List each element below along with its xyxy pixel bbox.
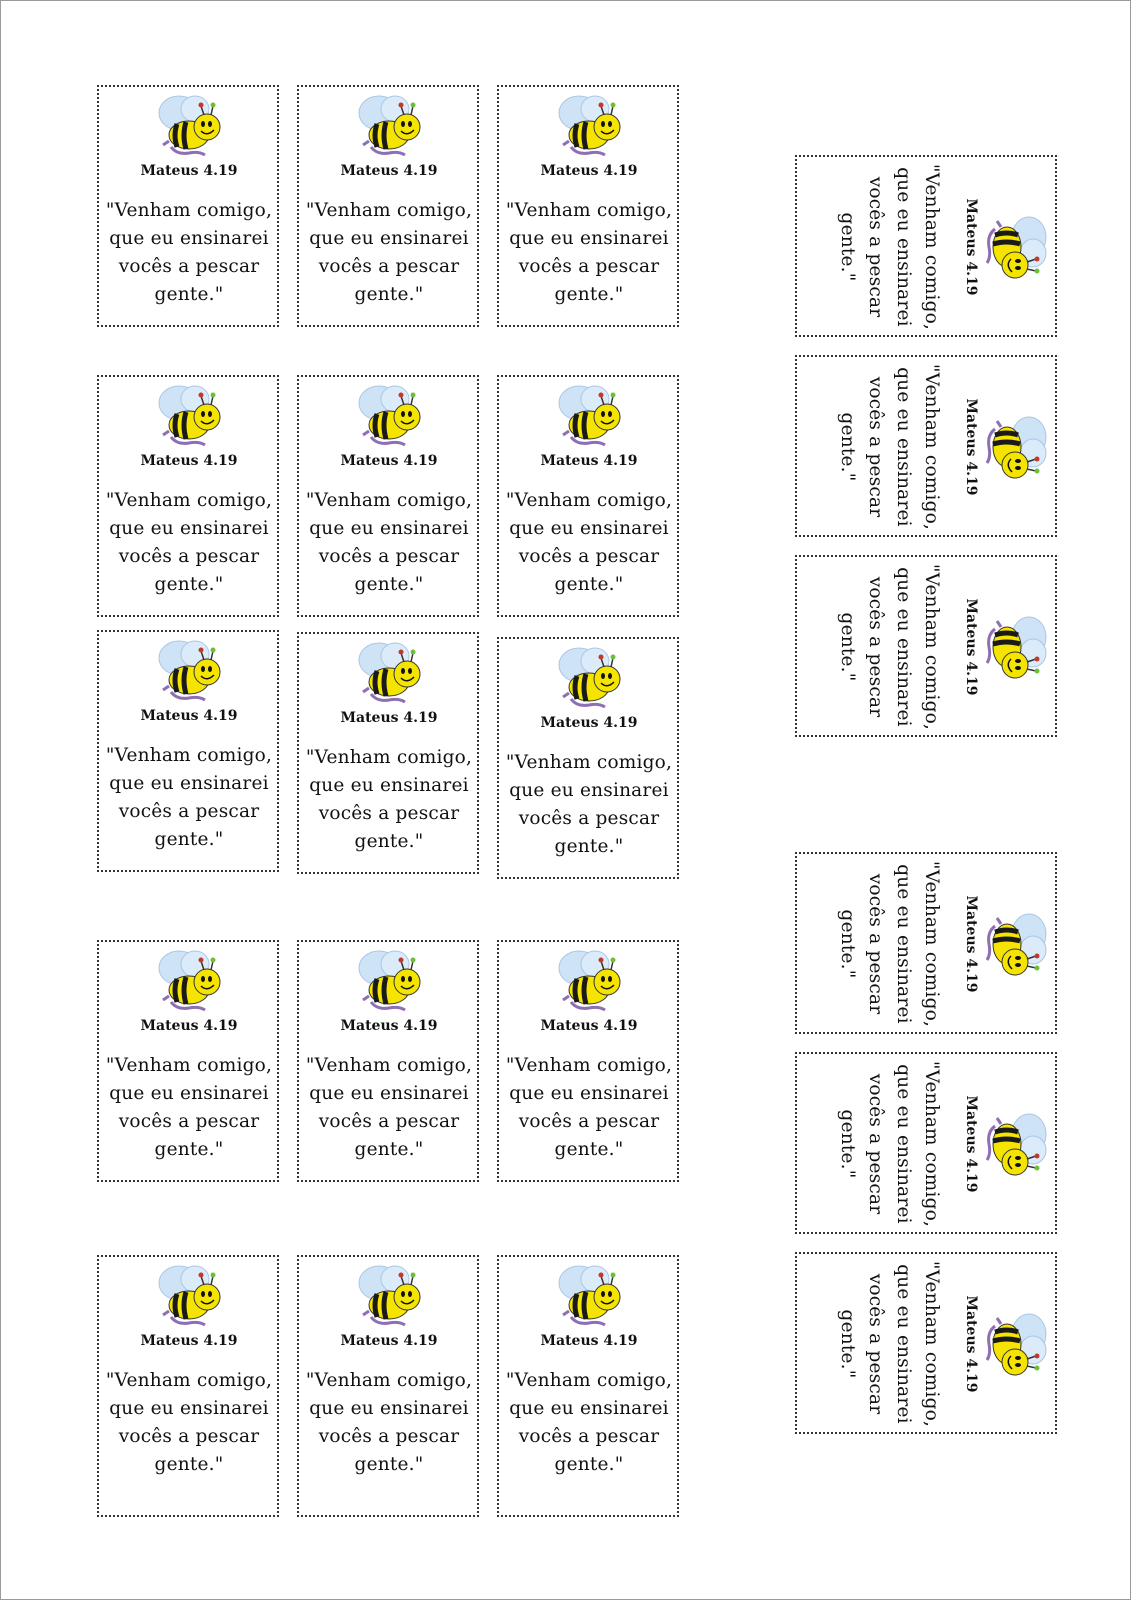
card-content	[99, 1257, 279, 1497]
bookmark-card	[497, 1255, 679, 1517]
bee-icon	[349, 91, 429, 161]
quote-line: que eu ensinarei	[509, 780, 669, 801]
quote-line: gente."	[554, 1139, 624, 1160]
quote-line: gente."	[354, 284, 424, 305]
card-content	[815, 357, 1055, 537]
quote-line: gente."	[354, 1454, 424, 1475]
verse-reference: Mateus 4.19	[540, 715, 638, 731]
quote-line: gente."	[554, 1454, 624, 1475]
quote-line: gente."	[154, 574, 224, 595]
verse-reference: Mateus 4.19	[340, 710, 438, 726]
quote-line: "Venham comigo,	[921, 1260, 942, 1428]
bee-icon	[349, 946, 429, 1016]
bookmark-card	[297, 375, 479, 617]
card-content	[99, 87, 279, 327]
bee-icon	[549, 381, 629, 451]
quote-line: "Venham comigo,	[505, 490, 673, 511]
verse-reference: Mateus 4.19	[140, 708, 238, 724]
verse-quote	[301, 197, 477, 309]
verse-reference: Mateus 4.19	[540, 1018, 638, 1034]
bee-icon	[549, 1261, 629, 1331]
bee-icon	[149, 946, 229, 1016]
quote-line: vocês a pescar	[318, 256, 460, 277]
verse-quote	[101, 197, 277, 309]
quote-line: que eu ensinarei	[109, 773, 269, 794]
card-content	[499, 377, 679, 617]
quote-line: gente."	[837, 1309, 858, 1379]
quote-line: vocês a pescar	[118, 546, 260, 567]
quote-line: que eu ensinarei	[309, 1398, 469, 1419]
quote-line: "Venham comigo,	[305, 490, 473, 511]
quote-line: que eu ensinarei	[509, 518, 669, 539]
quote-line: "Venham comigo,	[105, 1055, 273, 1076]
bookmark-card	[297, 940, 479, 1182]
card-content	[815, 157, 1055, 337]
quote-line: "Venham comigo,	[305, 1370, 473, 1391]
card-content	[815, 557, 1055, 737]
verse-quote	[833, 1056, 945, 1232]
bee-icon	[549, 91, 629, 161]
card-content	[299, 634, 479, 874]
quote-line: vocês a pescar	[865, 376, 886, 518]
quote-line: vocês a pescar	[865, 176, 886, 318]
bee-icon	[149, 91, 229, 161]
quote-line: vocês a pescar	[865, 1073, 886, 1215]
verse-reference: Mateus 4.19	[540, 453, 638, 469]
verse-quote	[101, 1367, 277, 1479]
quote-line: vocês a pescar	[865, 576, 886, 718]
quote-line: gente."	[837, 412, 858, 482]
card-content	[99, 377, 279, 617]
card-content	[815, 854, 1055, 1034]
quote-line: gente."	[837, 909, 858, 979]
bookmark-card	[97, 375, 279, 617]
verse-quote	[501, 1052, 677, 1164]
quote-line: gente."	[154, 1139, 224, 1160]
card-content	[499, 942, 679, 1182]
verse-reference: Mateus 4.19	[140, 1333, 238, 1349]
verse-reference: Mateus 4.19	[540, 163, 638, 179]
quote-line: "Venham comigo,	[505, 200, 673, 221]
quote-line: vocês a pescar	[865, 873, 886, 1015]
bookmark-card	[297, 85, 479, 327]
verse-reference: Mateus 4.19	[140, 1018, 238, 1034]
quote-line: "Venham comigo,	[921, 563, 942, 731]
quote-line: vocês a pescar	[518, 1426, 660, 1447]
quote-line: que eu ensinarei	[109, 518, 269, 539]
verse-quote	[833, 1256, 945, 1432]
verse-quote	[301, 1367, 477, 1479]
quote-line: que eu ensinarei	[509, 1398, 669, 1419]
bookmark-card	[97, 1255, 279, 1517]
bookmark-card	[497, 637, 679, 879]
verse-reference: Mateus 4.19	[963, 398, 979, 496]
verse-quote	[301, 487, 477, 599]
quote-line: que eu ensinarei	[109, 1398, 269, 1419]
quote-line: "Venham comigo,	[921, 860, 942, 1028]
bee-icon	[549, 946, 629, 1016]
verse-reference: Mateus 4.19	[340, 1333, 438, 1349]
quote-line: "Venham comigo,	[505, 1370, 673, 1391]
bookmark-card	[97, 940, 279, 1182]
quote-line: vocês a pescar	[518, 1111, 660, 1132]
quote-line: vocês a pescar	[318, 1426, 460, 1447]
quote-line: "Venham comigo,	[505, 1055, 673, 1076]
quote-line: "Venham comigo,	[105, 490, 273, 511]
quote-line: "Venham comigo,	[105, 745, 273, 766]
quote-line: que eu ensinarei	[893, 1064, 914, 1224]
card-content	[499, 87, 679, 327]
quote-line: que eu ensinarei	[309, 518, 469, 539]
verse-reference: Mateus 4.19	[140, 163, 238, 179]
verse-quote	[833, 559, 945, 735]
verse-quote	[101, 1052, 277, 1164]
verse-quote	[301, 744, 477, 856]
quote-line: gente."	[554, 836, 624, 857]
quote-line: que eu ensinarei	[309, 228, 469, 249]
quote-line: que eu ensinarei	[893, 567, 914, 727]
quote-line: gente."	[554, 284, 624, 305]
quote-line: que eu ensinarei	[893, 1264, 914, 1424]
bee-icon	[981, 607, 1051, 687]
quote-line: gente."	[354, 574, 424, 595]
quote-line: vocês a pescar	[118, 1111, 260, 1132]
quote-line: vocês a pescar	[318, 803, 460, 824]
quote-line: gente."	[837, 1109, 858, 1179]
verse-reference: Mateus 4.19	[340, 1018, 438, 1034]
quote-line: gente."	[154, 284, 224, 305]
verse-quote	[501, 1367, 677, 1479]
verse-reference: Mateus 4.19	[140, 453, 238, 469]
card-content	[299, 377, 479, 617]
card-content	[499, 639, 679, 879]
card-content	[299, 87, 479, 327]
quote-line: gente."	[554, 574, 624, 595]
verse-quote	[501, 487, 677, 599]
card-content	[499, 1257, 679, 1497]
quote-line: que eu ensinarei	[309, 775, 469, 796]
card-content	[99, 942, 279, 1182]
verse-reference: Mateus 4.19	[340, 453, 438, 469]
bookmark-card	[297, 632, 479, 874]
quote-line: vocês a pescar	[518, 256, 660, 277]
bookmark-card	[497, 375, 679, 617]
bee-icon	[149, 1261, 229, 1331]
card-content	[299, 1257, 479, 1497]
verse-reference: Mateus 4.19	[963, 895, 979, 993]
bee-icon	[149, 381, 229, 451]
quote-line: "Venham comigo,	[921, 1060, 942, 1228]
quote-line: que eu ensinarei	[893, 367, 914, 527]
bookmark-card	[97, 85, 279, 327]
bee-icon	[349, 381, 429, 451]
quote-line: que eu ensinarei	[109, 1083, 269, 1104]
quote-line: vocês a pescar	[118, 801, 260, 822]
card-content	[815, 1254, 1055, 1434]
verse-reference: Mateus 4.19	[963, 1295, 979, 1393]
bee-icon	[981, 407, 1051, 487]
quote-line: que eu ensinarei	[509, 1083, 669, 1104]
verse-reference: Mateus 4.19	[540, 1333, 638, 1349]
bee-icon	[349, 638, 429, 708]
quote-line: "Venham comigo,	[921, 363, 942, 531]
quote-line: gente."	[354, 831, 424, 852]
quote-line: "Venham comigo,	[505, 752, 673, 773]
quote-line: que eu ensinarei	[109, 228, 269, 249]
quote-line: vocês a pescar	[118, 1426, 260, 1447]
quote-line: vocês a pescar	[318, 1111, 460, 1132]
quote-line: vocês a pescar	[865, 1273, 886, 1415]
quote-line: gente."	[354, 1139, 424, 1160]
quote-line: que eu ensinarei	[893, 167, 914, 327]
bookmark-card-rotated	[795, 555, 1057, 737]
quote-line: "Venham comigo,	[305, 200, 473, 221]
quote-line: vocês a pescar	[518, 808, 660, 829]
bookmark-card-rotated	[795, 1052, 1057, 1234]
verse-quote	[833, 359, 945, 535]
verse-reference: Mateus 4.19	[963, 1095, 979, 1193]
verse-reference: Mateus 4.19	[963, 198, 979, 296]
verse-quote	[501, 749, 677, 861]
quote-line: gente."	[154, 1454, 224, 1475]
bookmark-card	[497, 940, 679, 1182]
bee-icon	[349, 1261, 429, 1331]
bee-icon	[981, 207, 1051, 287]
quote-line: "Venham comigo,	[305, 747, 473, 768]
quote-line: vocês a pescar	[118, 256, 260, 277]
quote-line: vocês a pescar	[318, 546, 460, 567]
verse-quote	[501, 197, 677, 309]
quote-line: que eu ensinarei	[309, 1083, 469, 1104]
bookmark-card-rotated	[795, 852, 1057, 1034]
quote-line: "Venham comigo,	[921, 163, 942, 331]
verse-reference: Mateus 4.19	[963, 598, 979, 696]
bookmark-card	[297, 1255, 479, 1517]
verse-quote	[301, 1052, 477, 1164]
bee-icon	[981, 1104, 1051, 1184]
quote-line: vocês a pescar	[518, 546, 660, 567]
quote-line: "Venham comigo,	[105, 1370, 273, 1391]
verse-quote	[101, 487, 277, 599]
quote-line: gente."	[154, 829, 224, 850]
verse-quote	[833, 856, 945, 1032]
quote-line: "Venham comigo,	[105, 200, 273, 221]
quote-line: gente."	[837, 612, 858, 682]
card-content	[815, 1054, 1055, 1234]
verse-quote	[101, 742, 277, 854]
quote-line: gente."	[837, 212, 858, 282]
card-content	[299, 942, 479, 1182]
bee-icon	[149, 636, 229, 706]
quote-line: que eu ensinarei	[509, 228, 669, 249]
card-content	[99, 632, 279, 872]
quote-line: "Venham comigo,	[305, 1055, 473, 1076]
bee-icon	[549, 643, 629, 713]
bookmark-card	[97, 630, 279, 872]
bee-icon	[981, 904, 1051, 984]
bookmark-card-rotated	[795, 355, 1057, 537]
bookmark-card-rotated	[795, 1252, 1057, 1434]
verse-reference: Mateus 4.19	[340, 163, 438, 179]
bookmark-card	[497, 85, 679, 327]
verse-quote	[833, 159, 945, 335]
quote-line: que eu ensinarei	[893, 864, 914, 1024]
bee-icon	[981, 1304, 1051, 1384]
bookmark-card-rotated	[795, 155, 1057, 337]
